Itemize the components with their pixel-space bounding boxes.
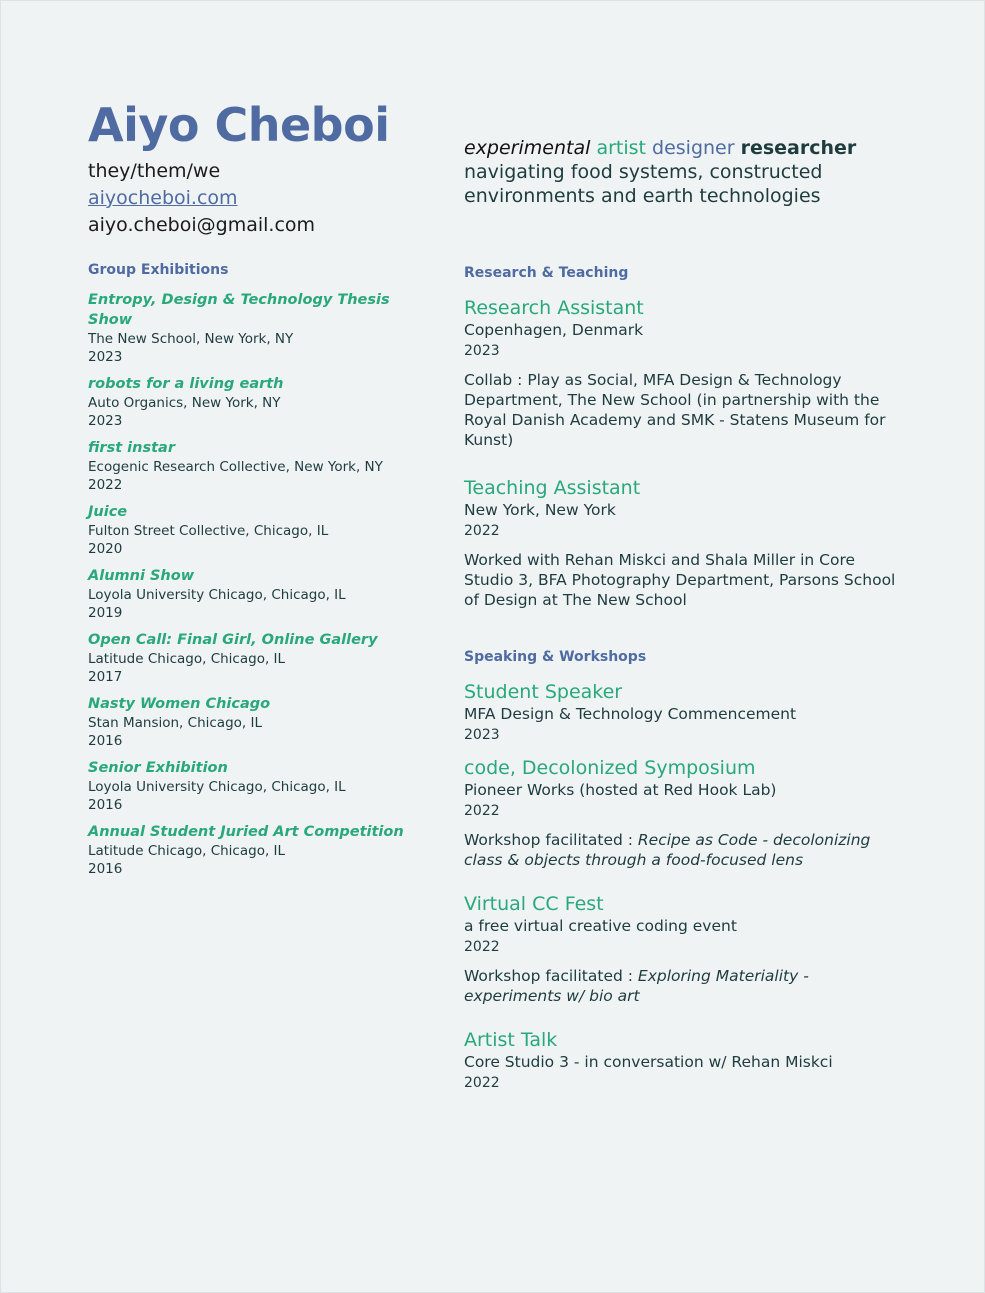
list-item (464, 1028, 904, 1094)
role-description: Worked with Rehan Miskci and Shala Miller in Core Studio 3, BFA Photography Department, Parsons School of Design at The New School (464, 551, 896, 609)
list-item (88, 822, 428, 878)
tagline-designer: designer (652, 137, 735, 159)
exhibition-title: Alumni Show (88, 568, 195, 584)
exhibition-year: 2019 (88, 605, 123, 621)
exhibition-year: 2016 (88, 733, 123, 749)
event-title: Student Speaker (464, 681, 623, 703)
tagline-artist: artist (596, 137, 646, 159)
list-item (464, 756, 904, 870)
event-description (464, 830, 904, 870)
event-year: 2022 (464, 803, 500, 819)
exhibition-title: Entropy, Design & Technology Thesis Show (88, 292, 390, 328)
group-exhibitions-heading: Group Exhibitions (88, 262, 229, 278)
list-item (88, 566, 428, 622)
workshop-title: Exploring Materiality - experiments w/ bio art (464, 967, 809, 1005)
speaking-workshops-section (464, 648, 904, 1094)
exhibition-venue: Fulton Street Collective, Chicago, IL (88, 523, 329, 539)
event-description (464, 966, 904, 1006)
name-heading: Aiyo Cheboi (88, 98, 390, 152)
exhibition-year: 2016 (88, 797, 123, 813)
exhibition-year: 2016 (88, 861, 123, 877)
event-subtitle: Core Studio 3 - in conversation w/ Rehan Miskci (464, 1053, 833, 1071)
exhibition-title: Juice (88, 504, 128, 520)
event-title: Artist Talk (464, 1029, 558, 1051)
role-description: Collab : Play as Social, MFA Design & Technology Department, The New School (in partnership with the Royal Danish Academy and SMK - Statens Museum for Kunst) (464, 371, 886, 449)
website-link[interactable]: aiyocheboi.com (88, 187, 238, 209)
event-subtitle: MFA Design & Technology Commencement (464, 705, 797, 723)
exhibition-year: 2022 (88, 477, 123, 493)
event-year: 2022 (464, 1075, 500, 1091)
exhibition-venue: Loyola University Chicago, Chicago, IL (88, 587, 346, 603)
exhibition-title: Senior Exhibition (88, 760, 228, 776)
role-title: Teaching Assistant (464, 477, 641, 499)
email-address: aiyo.cheboi@gmail.com (88, 214, 316, 236)
role-location: New York, New York (464, 501, 616, 519)
role-location: Copenhagen, Denmark (464, 321, 644, 339)
research-teaching-heading: Research & Teaching (464, 265, 629, 281)
left-column (88, 96, 428, 886)
tagline-researcher: researcher (740, 137, 857, 159)
exhibition-venue: The New School, New York, NY (88, 331, 294, 347)
exhibition-title: first instar (88, 440, 175, 456)
list-item (88, 374, 428, 430)
list-item (88, 502, 428, 558)
workshop-label: Workshop facilitated : (464, 967, 638, 985)
event-subtitle: a free virtual creative coding event (464, 917, 737, 935)
website-link-row (88, 185, 428, 212)
exhibition-venue: Latitude Chicago, Chicago, IL (88, 651, 286, 667)
exhibition-title: Open Call: Final Girl, Online Gallery (88, 632, 378, 648)
list-item (464, 296, 904, 450)
research-teaching-section (464, 264, 904, 610)
workshop-label: Workshop facilitated : (464, 831, 638, 849)
event-subtitle: Pioneer Works (hosted at Red Hook Lab) (464, 781, 777, 799)
exhibition-list (88, 290, 428, 878)
event-title: Virtual CC Fest (464, 893, 604, 915)
event-year: 2023 (464, 727, 500, 743)
speaking-workshops-heading: Speaking & Workshops (464, 649, 647, 665)
exhibition-year: 2017 (88, 669, 123, 685)
workshop-title: Recipe as Code - decolonizing class & objects through a food-focused lens (464, 831, 871, 869)
list-item (88, 694, 428, 750)
tagline-experimental: experimental (464, 137, 591, 159)
exhibition-title: Nasty Women Chicago (88, 696, 271, 712)
exhibition-title: Annual Student Juried Art Competition (88, 824, 404, 840)
exhibition-year: 2023 (88, 349, 123, 365)
right-column (464, 136, 904, 1094)
exhibition-year: 2020 (88, 541, 123, 557)
role-title: Research Assistant (464, 297, 644, 319)
exhibition-venue: Stan Mansion, Chicago, IL (88, 715, 262, 731)
list-item (88, 438, 428, 494)
tagline-description: navigating food systems, constructed environments and earth technologies (464, 161, 823, 207)
exhibition-venue: Ecogenic Research Collective, New York, NY (88, 459, 383, 475)
list-item (88, 630, 428, 686)
exhibition-venue: Latitude Chicago, Chicago, IL (88, 843, 286, 859)
exhibition-venue: Auto Organics, New York, NY (88, 395, 281, 411)
exhibition-year: 2023 (88, 413, 123, 429)
tagline-roles (464, 136, 904, 160)
list-item (88, 290, 428, 366)
list-item (88, 758, 428, 814)
list-item (464, 892, 904, 1006)
list-item (464, 680, 904, 746)
list-item (464, 476, 904, 610)
event-year: 2022 (464, 939, 500, 955)
role-year: 2022 (464, 523, 500, 539)
role-year: 2023 (464, 343, 500, 359)
event-title: code, Decolonized Symposium (464, 757, 756, 779)
pronouns: they/them/we (88, 160, 221, 182)
exhibition-venue: Loyola University Chicago, Chicago, IL (88, 779, 346, 795)
exhibition-title: robots for a living earth (88, 376, 284, 392)
